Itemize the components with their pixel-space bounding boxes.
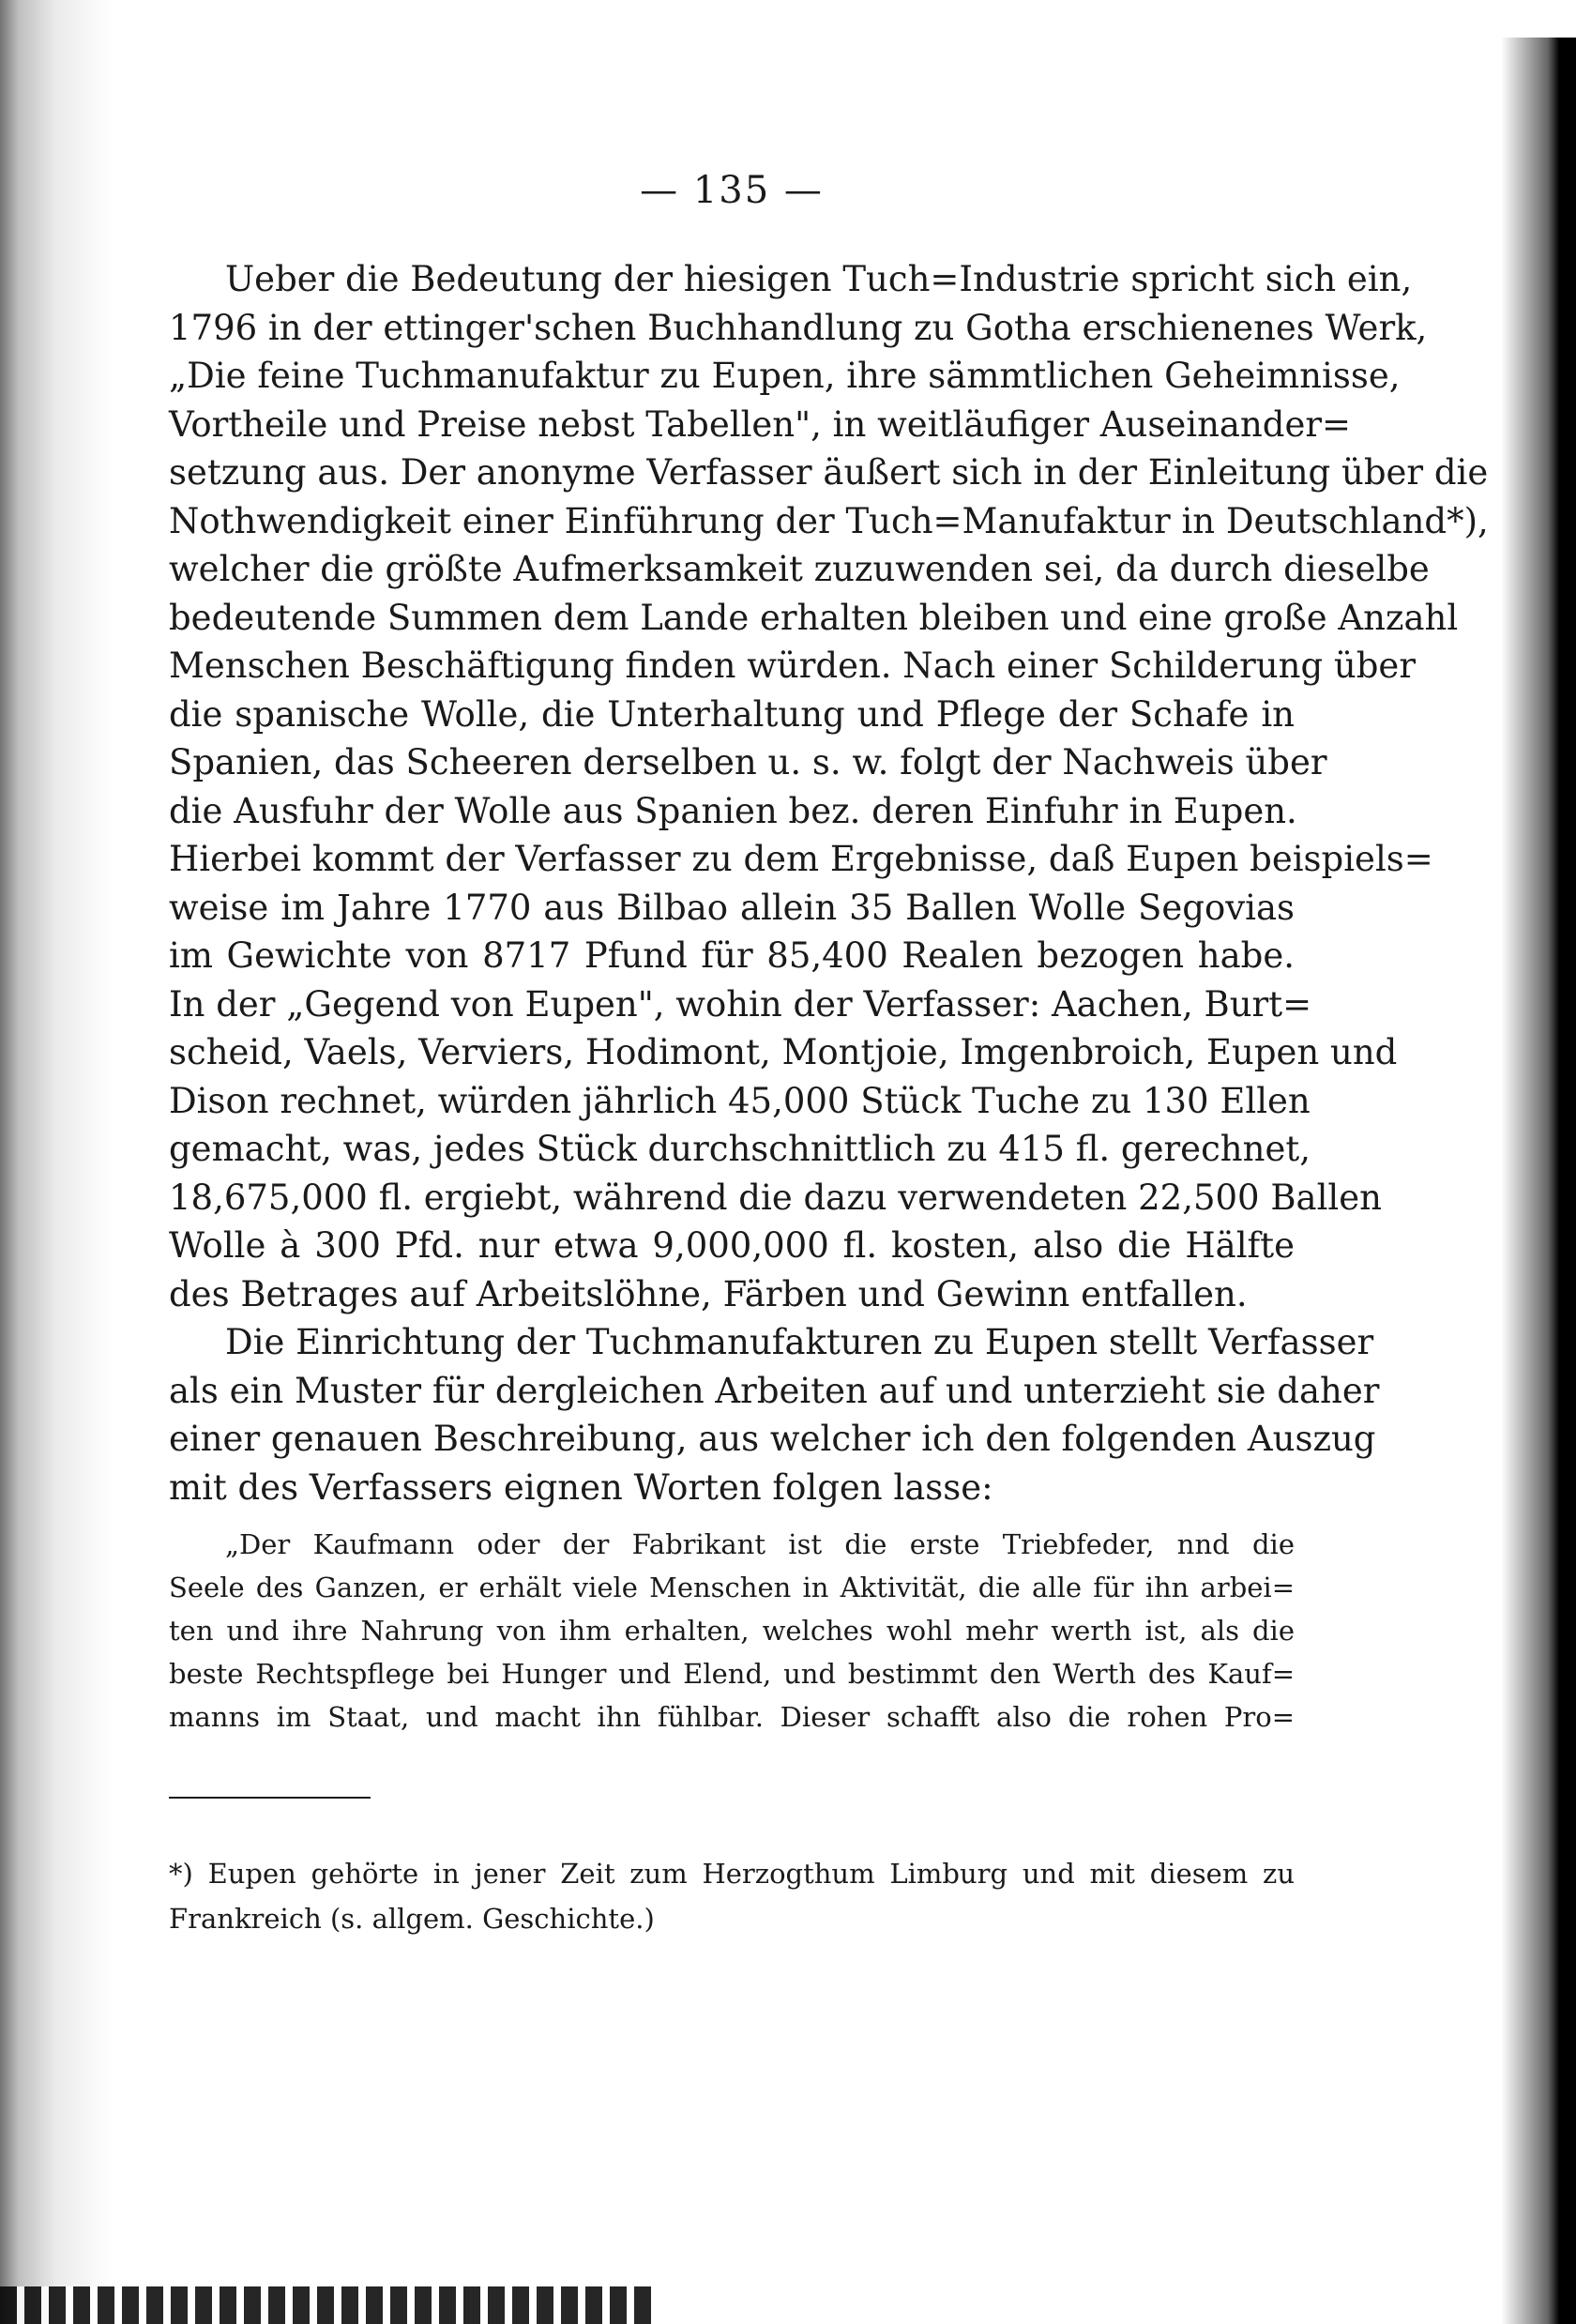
text-line: Dison rechnet, würden jährlich 45,000 Stück Tuche zu 130 Ellen	[169, 1080, 1311, 1121]
scan-shadow-right	[1501, 38, 1576, 2324]
text-line: 18,675,000 fl. ergiebt, während die dazu verwendeten 22,500 Ballen	[169, 1177, 1382, 1218]
text-line: In der „Gegend von Eupen", wohin der Verfasser: Aachen, Burt=	[169, 983, 1312, 1025]
text-line: 1796 in der ettinger'schen Buchhandlung zu Gotha erschienenes Werk,	[169, 307, 1428, 348]
text-line: gemacht, was, jedes Stück durchschnittlich zu 415 fl. gerechnet,	[169, 1129, 1311, 1169]
text-line: Spanien, das Scheeren derselben u. s. w. folgt der Nachweis über	[169, 742, 1327, 782]
footnote-line: Frankreich (s. allgem. Geschichte.)	[169, 1903, 655, 1935]
text-line: Nothwendigkeit einer Einführung der Tuch=Manufaktur in Deutschland*),	[169, 500, 1489, 541]
quotation-block	[169, 1523, 1295, 1739]
quote-line: „Der Kaufmann oder der Fabrikant ist die erste Triebfeder, nnd die	[225, 1528, 1295, 1560]
text-line: Die Einrichtung der Tuchmanufakturen zu Eupen stellt Verfasser	[225, 1322, 1374, 1362]
text-line: setzung aus. Der anonyme Verfasser äußert sich in der Einleitung über die	[169, 452, 1489, 493]
quote-line: beste Rechtspflege bei Hunger und Elend, und bestimmt den Werth des Kauf=	[169, 1658, 1295, 1690]
text-line: im Gewichte von 8717 Pfund für 85,400 Realen bezogen habe.	[169, 935, 1295, 976]
text-line: des Betrages auf Arbeitslöhne, Färben und Gewinn entfallen.	[169, 1273, 1248, 1314]
paragraph-1	[169, 255, 1489, 1318]
text-line: als ein Muster für dergleichen Arbeiten auf und unterzieht sie daher	[169, 1370, 1380, 1411]
text-line: mit des Verfassers eignen Worten folgen lasse:	[169, 1466, 993, 1508]
text-line: scheid, Vaels, Verviers, Hodimont, Montjoie, Imgenbroich, Eupen und	[169, 1032, 1398, 1072]
text-line: Vortheile und Preise nebst Tabellen", in weitläufiger Auseinander=	[169, 403, 1352, 445]
text-line: einer genauen Beschreibung, aus welcher ich den folgenden Auszug	[169, 1419, 1376, 1459]
text-line: welcher die größte Aufmerksamkeit zuzuwenden sei, da durch dieselbe	[169, 549, 1430, 589]
text-line: Menschen Beschäftigung finden würden. Nach einer Schilderung über	[169, 646, 1417, 686]
text-line: die Ausfuhr der Wolle aus Spanien bez. deren Einfuhr in Eupen.	[169, 790, 1297, 831]
footnote-divider	[169, 1797, 371, 1799]
text-line: „Die feine Tuchmanufaktur zu Eupen, ihre sämmtlichen Geheimnisse,	[169, 356, 1401, 396]
quote-line: Seele des Ganzen, er erhält viele Menschen in Aktivität, die alle für ihn arbei=	[169, 1572, 1295, 1603]
quote-line: ten und ihre Nahrung von ihm erhalten, welches wohl mehr werth ist, als die	[169, 1615, 1295, 1647]
page-number: — 135 —	[640, 169, 824, 212]
text-line: Ueber die Bedeutung der hiesigen Tuch=Industrie spricht sich ein,	[225, 259, 1413, 299]
text-line: Hierbei kommt der Verfasser zu dem Ergebnisse, daß Eupen beispiels=	[169, 839, 1433, 879]
paragraph-2	[169, 1318, 1380, 1511]
text-line: die spanische Wolle, die Unterhaltung und Pflege der Schafe in	[169, 693, 1295, 735]
quote-line: manns im Staat, und macht ihn fühlbar. Dieser schafft also die rohen Pro=	[169, 1701, 1295, 1733]
text-line: Wolle à 300 Pfd. nur etwa 9,000,000 fl. kosten, also die Hälfte	[169, 1225, 1295, 1266]
footnote	[169, 1851, 1295, 1941]
scan-edge-bottom	[0, 2286, 657, 2324]
text-line: bedeutende Summen dem Lande erhalten bleiben und eine große Anzahl	[169, 597, 1459, 638]
text-line: weise im Jahre 1770 aus Bilbao allein 35 Ballen Wolle Segovias	[169, 887, 1295, 928]
footnote-line: *) Eupen gehörte in jener Zeit zum Herzogthum Limburg und mit diesem zu	[169, 1858, 1295, 1890]
book-page	[169, 169, 1489, 1941]
scan-shadow-left	[0, 0, 113, 2324]
